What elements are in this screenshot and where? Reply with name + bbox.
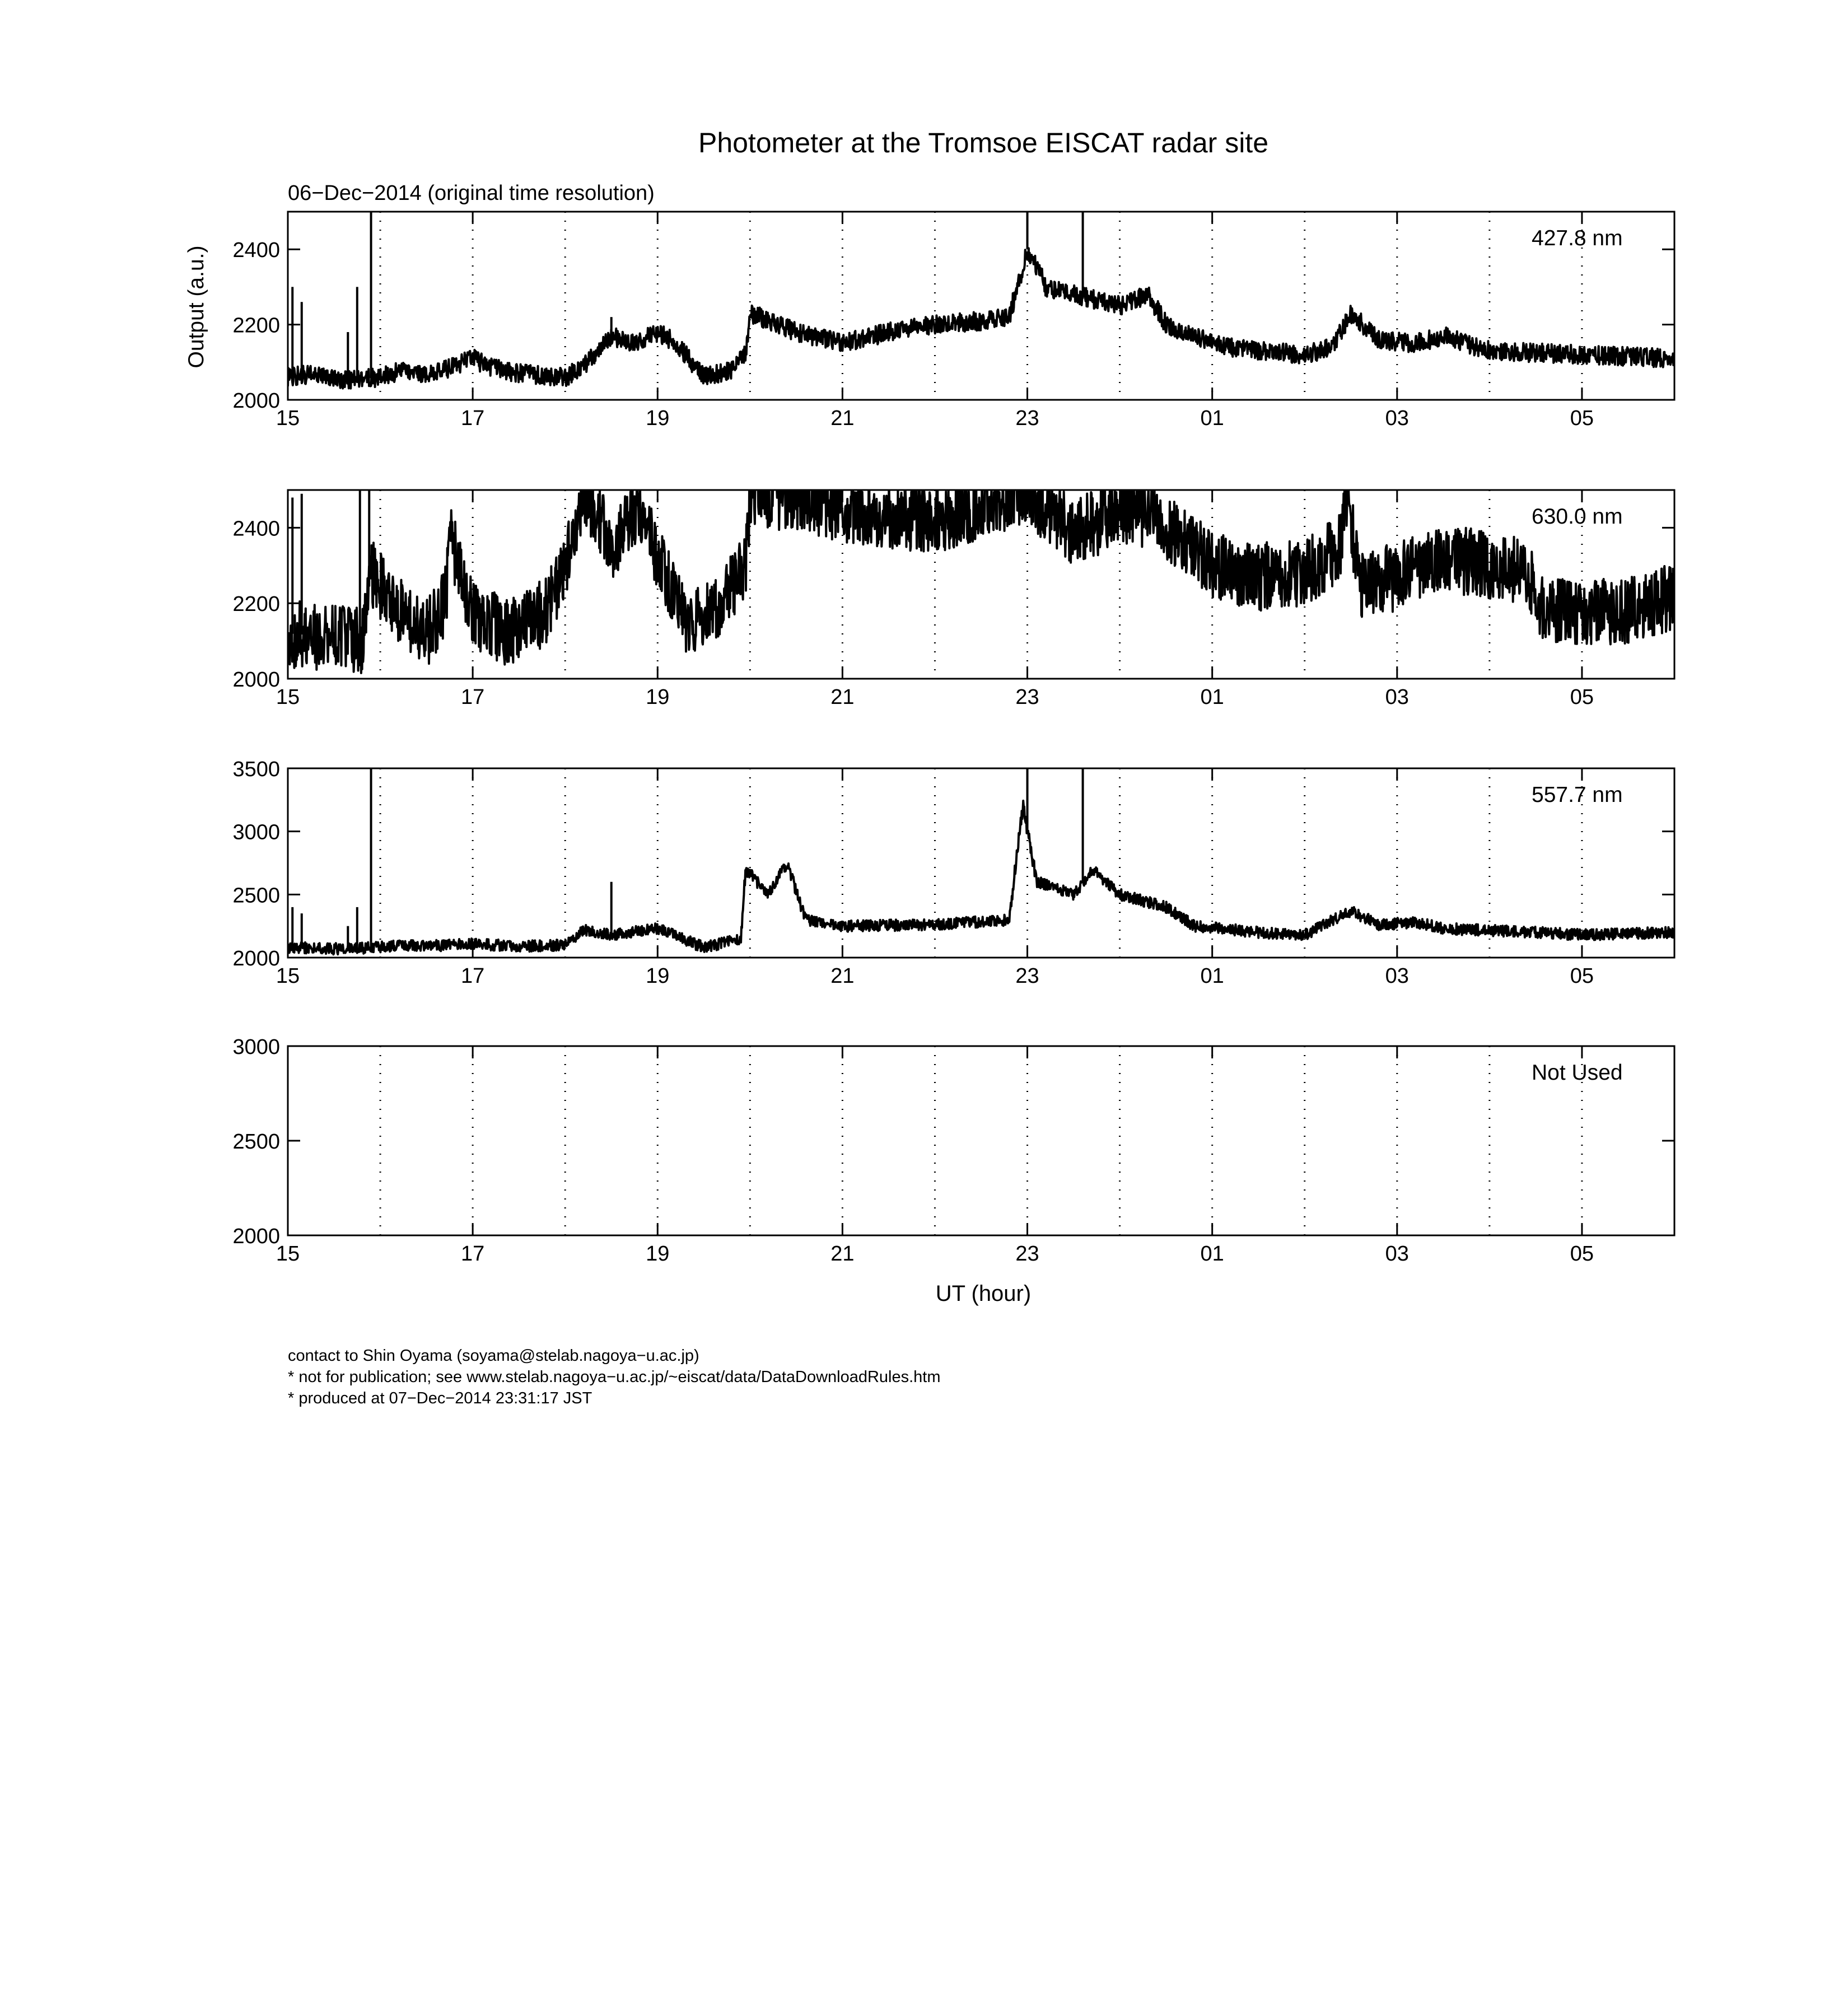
panel-1-xtick-label: 05 bbox=[1570, 407, 1594, 430]
panel-4-wavelength-label: Not Used bbox=[1532, 1061, 1623, 1085]
panel-1-series-line bbox=[288, 248, 1675, 388]
panel-2-xtick-label: 21 bbox=[830, 685, 855, 709]
panel-2-ytick-label: 2200 bbox=[232, 592, 280, 617]
panel-1-xtick-label: 01 bbox=[1200, 407, 1224, 430]
panel-2-xtick-label: 23 bbox=[1015, 685, 1039, 709]
panel-1-xtick-label: 19 bbox=[646, 407, 670, 430]
panel-4-axes-frame bbox=[288, 1046, 1674, 1235]
panel-2-xtick-label: 17 bbox=[460, 685, 485, 709]
panel-2-xtick-label: 15 bbox=[276, 685, 300, 709]
panel-1-wavelength-label: 427.8 nm bbox=[1532, 226, 1623, 250]
panel-2-xtick-label: 01 bbox=[1200, 685, 1224, 709]
panel-1-xtick-label: 17 bbox=[460, 407, 485, 430]
panel-2-xtick-label: 19 bbox=[646, 685, 670, 709]
panel-4-xtick-label: 21 bbox=[830, 1242, 855, 1266]
panel-2-ytick-label: 2000 bbox=[232, 668, 280, 692]
panel-2-xtick-label: 05 bbox=[1570, 685, 1594, 709]
panel-2-series-line bbox=[288, 468, 1675, 673]
panel-3-xtick-label: 05 bbox=[1570, 964, 1594, 988]
panel-3-xtick-label: 01 bbox=[1200, 964, 1224, 988]
panel-1-xtick-label: 03 bbox=[1385, 407, 1409, 430]
panel-4-ytick-label: 2500 bbox=[232, 1130, 280, 1154]
panel-4-xtick-label: 01 bbox=[1200, 1242, 1224, 1266]
panel-3-xtick-label: 17 bbox=[460, 964, 485, 988]
footer-produced: * produced at 07−Dec−2014 23:31:17 JST bbox=[288, 1389, 592, 1407]
panel-3-xtick-label: 21 bbox=[830, 964, 855, 988]
panel-4-ytick-label: 3000 bbox=[232, 1035, 280, 1059]
panel-2-xtick-label: 03 bbox=[1385, 685, 1409, 709]
panel-1-ytick-label: 2200 bbox=[232, 314, 280, 338]
panel-4-ytick-label: 2000 bbox=[232, 1225, 280, 1248]
y-axis-label: Output (a.u.) bbox=[184, 245, 208, 368]
panel-4-xtick-label: 19 bbox=[646, 1242, 670, 1266]
panel-1-xtick-label: 15 bbox=[276, 407, 300, 430]
panel-1-ytick-label: 2000 bbox=[232, 389, 280, 413]
footer-disclaimer: * not for publication; see www.stelab.nagoya−u.ac.jp/~eiscat/data/DataDownloadRules.htm bbox=[288, 1368, 941, 1386]
panel-4-xtick-label: 03 bbox=[1385, 1242, 1409, 1266]
panel-1-xtick-label: 21 bbox=[830, 407, 855, 430]
panel-3-xtick-label: 19 bbox=[646, 964, 670, 988]
panel-4-xtick-label: 05 bbox=[1570, 1242, 1594, 1266]
chart-title: Photometer at the Tromsoe EISCAT radar site bbox=[698, 127, 1269, 158]
panel-3-ytick-label: 2000 bbox=[232, 947, 280, 970]
panel-2-ytick-label: 2400 bbox=[232, 517, 280, 541]
panel-3-ytick-label: 3000 bbox=[232, 820, 280, 844]
panel-3-xtick-label: 23 bbox=[1015, 964, 1039, 988]
panel-3-ytick-label: 3500 bbox=[232, 758, 280, 781]
panel-4-xtick-label: 17 bbox=[460, 1242, 485, 1266]
footer-notes bbox=[288, 1345, 941, 1409]
footer-contact: contact to Shin Oyama (soyama@stelab.nagoya−u.ac.jp) bbox=[288, 1347, 699, 1365]
x-axis-label: UT (hour) bbox=[935, 1281, 1032, 1306]
panel-4-xtick-label: 15 bbox=[276, 1242, 300, 1266]
panel-3-ytick-label: 2500 bbox=[232, 884, 280, 908]
panel-3-wavelength-label: 557.7 nm bbox=[1532, 783, 1623, 807]
chart-subtitle: 06−Dec−2014 (original time resolution) bbox=[288, 181, 655, 205]
panel-4-xtick-label: 23 bbox=[1015, 1242, 1039, 1266]
panel-2-wavelength-label: 630.0 nm bbox=[1532, 505, 1623, 529]
panel-1-xtick-label: 23 bbox=[1015, 407, 1039, 430]
panel-3-xtick-label: 03 bbox=[1385, 964, 1409, 988]
panel-3-xtick-label: 15 bbox=[276, 964, 300, 988]
panel-3-series-line bbox=[288, 801, 1675, 954]
panel-1-ytick-label: 2400 bbox=[232, 239, 280, 263]
